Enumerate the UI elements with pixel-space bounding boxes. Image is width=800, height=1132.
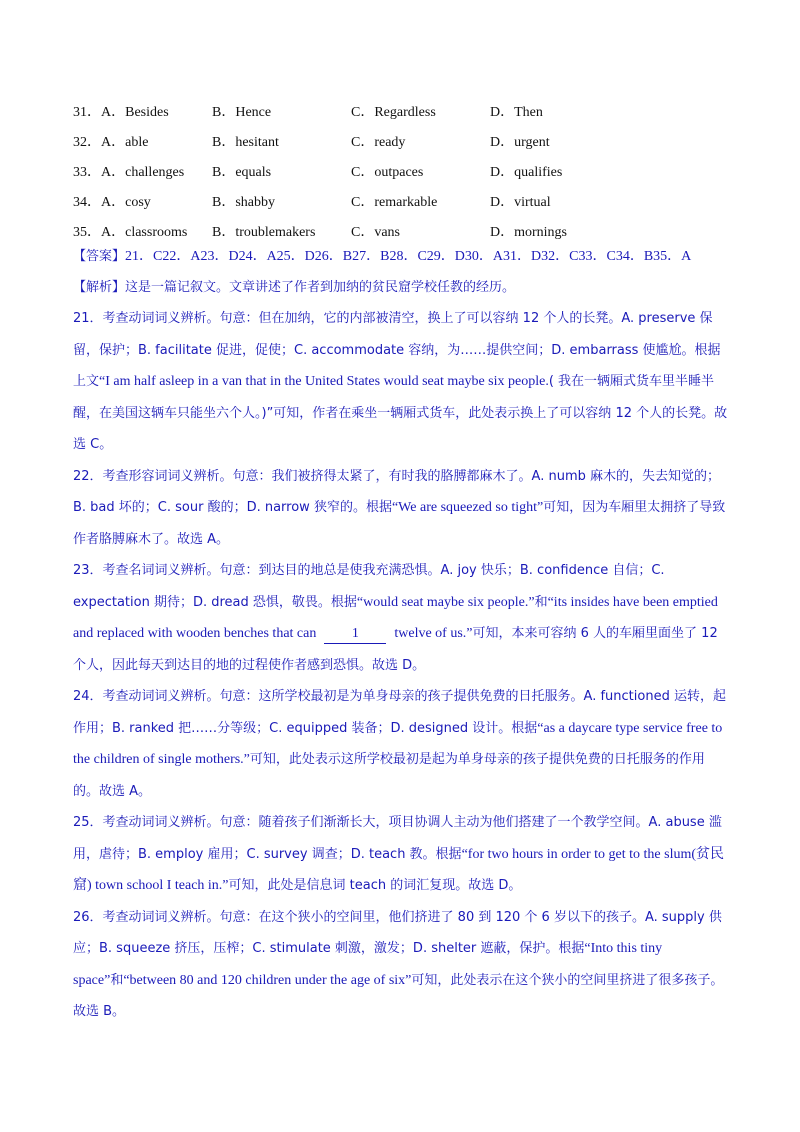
option-a: A．challenges — [101, 165, 185, 180]
question-row — [73, 186, 610, 216]
explanation-23: 23．考查名词词义辨析。句意：到达目的地总是使我充满恐惧。A. joy 快乐；B. confidence 自信；C. expectation 期待；D. dread 恐惧，敬畏。根据“would seat maybe six people.”和“its insides have been emptied and replaced with wooden benches that can 1 twelve of us.”可知，本来可容纳 6 人的车厢里面坐了 12 个人，因此每天到达目的地的过程使作者感到恐惧。故选 D。 — [73, 563, 718, 673]
question-number: 34． — [73, 195, 101, 210]
answer-label: 【答案】 — [73, 249, 126, 264]
explanation-body — [73, 303, 728, 1028]
option-c: C．outpaces — [351, 165, 424, 180]
option-c: C．ready — [351, 135, 406, 150]
option-b: B．shabby — [212, 195, 275, 210]
analysis-line — [73, 272, 728, 304]
explanation-25: 25．考查动词词义辨析。句意：随着孩子们渐渐长大，项目协调人主动为他们搭建了一个教学空间。A. abuse 滥用，虐待；B. employ 雇用；C. survey 调查；D. teach 教。根据“for two hours in order to get to the slum(贫民窟) town school I teach in.”可知，此处是信息词 teach 的词汇复现。故选 D。 — [73, 815, 725, 893]
quote: “between 80 and 120 children under the age of six” — [123, 972, 412, 988]
quote: “for two hours in order to get to the slum(贫民窟) town school I teach in.” — [73, 846, 725, 893]
option-d: D．mornings — [490, 225, 567, 240]
quote: “We are squeezed so tight” — [391, 500, 544, 515]
option-c: C．Regardless — [351, 105, 436, 120]
question-number: 31． — [73, 105, 101, 120]
blank-number: 1 — [324, 625, 386, 644]
option-d: D．qualifies — [490, 165, 563, 180]
answer-text: 21．C22．A23．D24．A25．D26．B27．B28．C29．D30．A31．D32．C33．C34．B35．A — [125, 249, 692, 264]
quote: “Into this tiny space” — [73, 941, 663, 988]
option-b: B．hesitant — [212, 135, 279, 150]
options-table — [73, 96, 610, 246]
option-b: B．Hence — [212, 105, 272, 120]
option-d: D．Then — [490, 105, 543, 120]
explanation-21: 21．考查动词词义辨析。句意：但在加纳，它的内部被清空，换上了可以容纳 12 个人的长凳。A. preserve 保留，保护；B. facilitate 促进，促使；C. accommodate 容纳，为……提供空间；D. embarrass 使尴尬。根据上文“I am half asleep in a van that in the United States would seat maybe six people.( 我在一辆厢式货车里半睡半醒，在美国这辆车只能坐六个人。)”可知，作者在乘坐一辆厢式货车，此处表示换上了可以容纳 12 个人的长凳。故选 C。 — [73, 311, 728, 452]
explanation-24: 24．考查动词词义辨析。句意：这所学校最初是为单身母亲的孩子提供免费的日托服务。A. functioned 运转，起作用；B. ranked 把……分等级；C. equipped 装备；D. designed 设计。根据“as a daycare type service free to the children of single mothers.”可知，此处表示这所学校最初是起为单身母亲的孩子提供免费的日托服务的作用的。故选 A。 — [73, 689, 726, 799]
question-number: 33． — [73, 165, 101, 180]
quote: “I am half asleep in a van that in the United States would seat maybe six people. — [99, 374, 549, 389]
quote: “its insides have been emptied and replaced with wooden benches that can — [73, 594, 718, 641]
explanation-22: 22．考查形容词词义辨析。句意：我们被挤得太紧了，有时我的胳膊都麻木了。A. numb 麻木的，失去知觉的；B. bad 坏的；C. sour 酸的；D. narrow 狭窄的。根据“We are squeezed so tight”可知，因为车厢里太拥挤了导致作者胳膊麻木了。故选 A。 — [73, 468, 726, 547]
question-row — [73, 96, 610, 126]
option-d: D．urgent — [490, 135, 550, 150]
question-row — [73, 126, 610, 156]
option-a: A．cosy — [101, 195, 151, 210]
answer-line — [73, 241, 728, 273]
option-a: A．able — [101, 135, 149, 150]
question-row — [73, 156, 610, 186]
analysis-label: 【解析】 — [73, 280, 126, 295]
quote: twelve of us.” — [394, 626, 473, 641]
explanation-26: 26．考查动词词义辨析。句意：在这个狭小的空间里，他们挤进了 80 到 120 个 6 岁以下的孩子。A. supply 供应；B. squeeze 挤压，压榨；C. stimulate 刺激，激发；D. shelter 遮蔽，保护。根据“Into this tiny space”和“between 80 and 120 children under the age of six”可知，此处表示在这个狭小的空间里挤进了很多孩子。故选 B。 — [73, 909, 724, 1019]
quote: “as a daycare type service free to the children of single mothers.” — [73, 720, 723, 767]
option-b: B．equals — [212, 165, 272, 180]
analysis-text: 这是一篇记叙文。文章讲述了作者到加纳的贫民窟学校任教的经历。 — [125, 280, 516, 295]
quote: “would seat maybe six people.” — [356, 594, 535, 610]
option-d: D．virtual — [490, 195, 551, 210]
option-b: B．troublemakers — [212, 225, 316, 240]
option-a: A．classrooms — [101, 225, 188, 240]
question-number: 35． — [73, 225, 101, 240]
option-c: C．remarkable — [351, 195, 438, 210]
option-c: C．vans — [351, 225, 400, 240]
question-number: 32． — [73, 135, 101, 150]
option-a: A．Besides — [101, 105, 169, 120]
